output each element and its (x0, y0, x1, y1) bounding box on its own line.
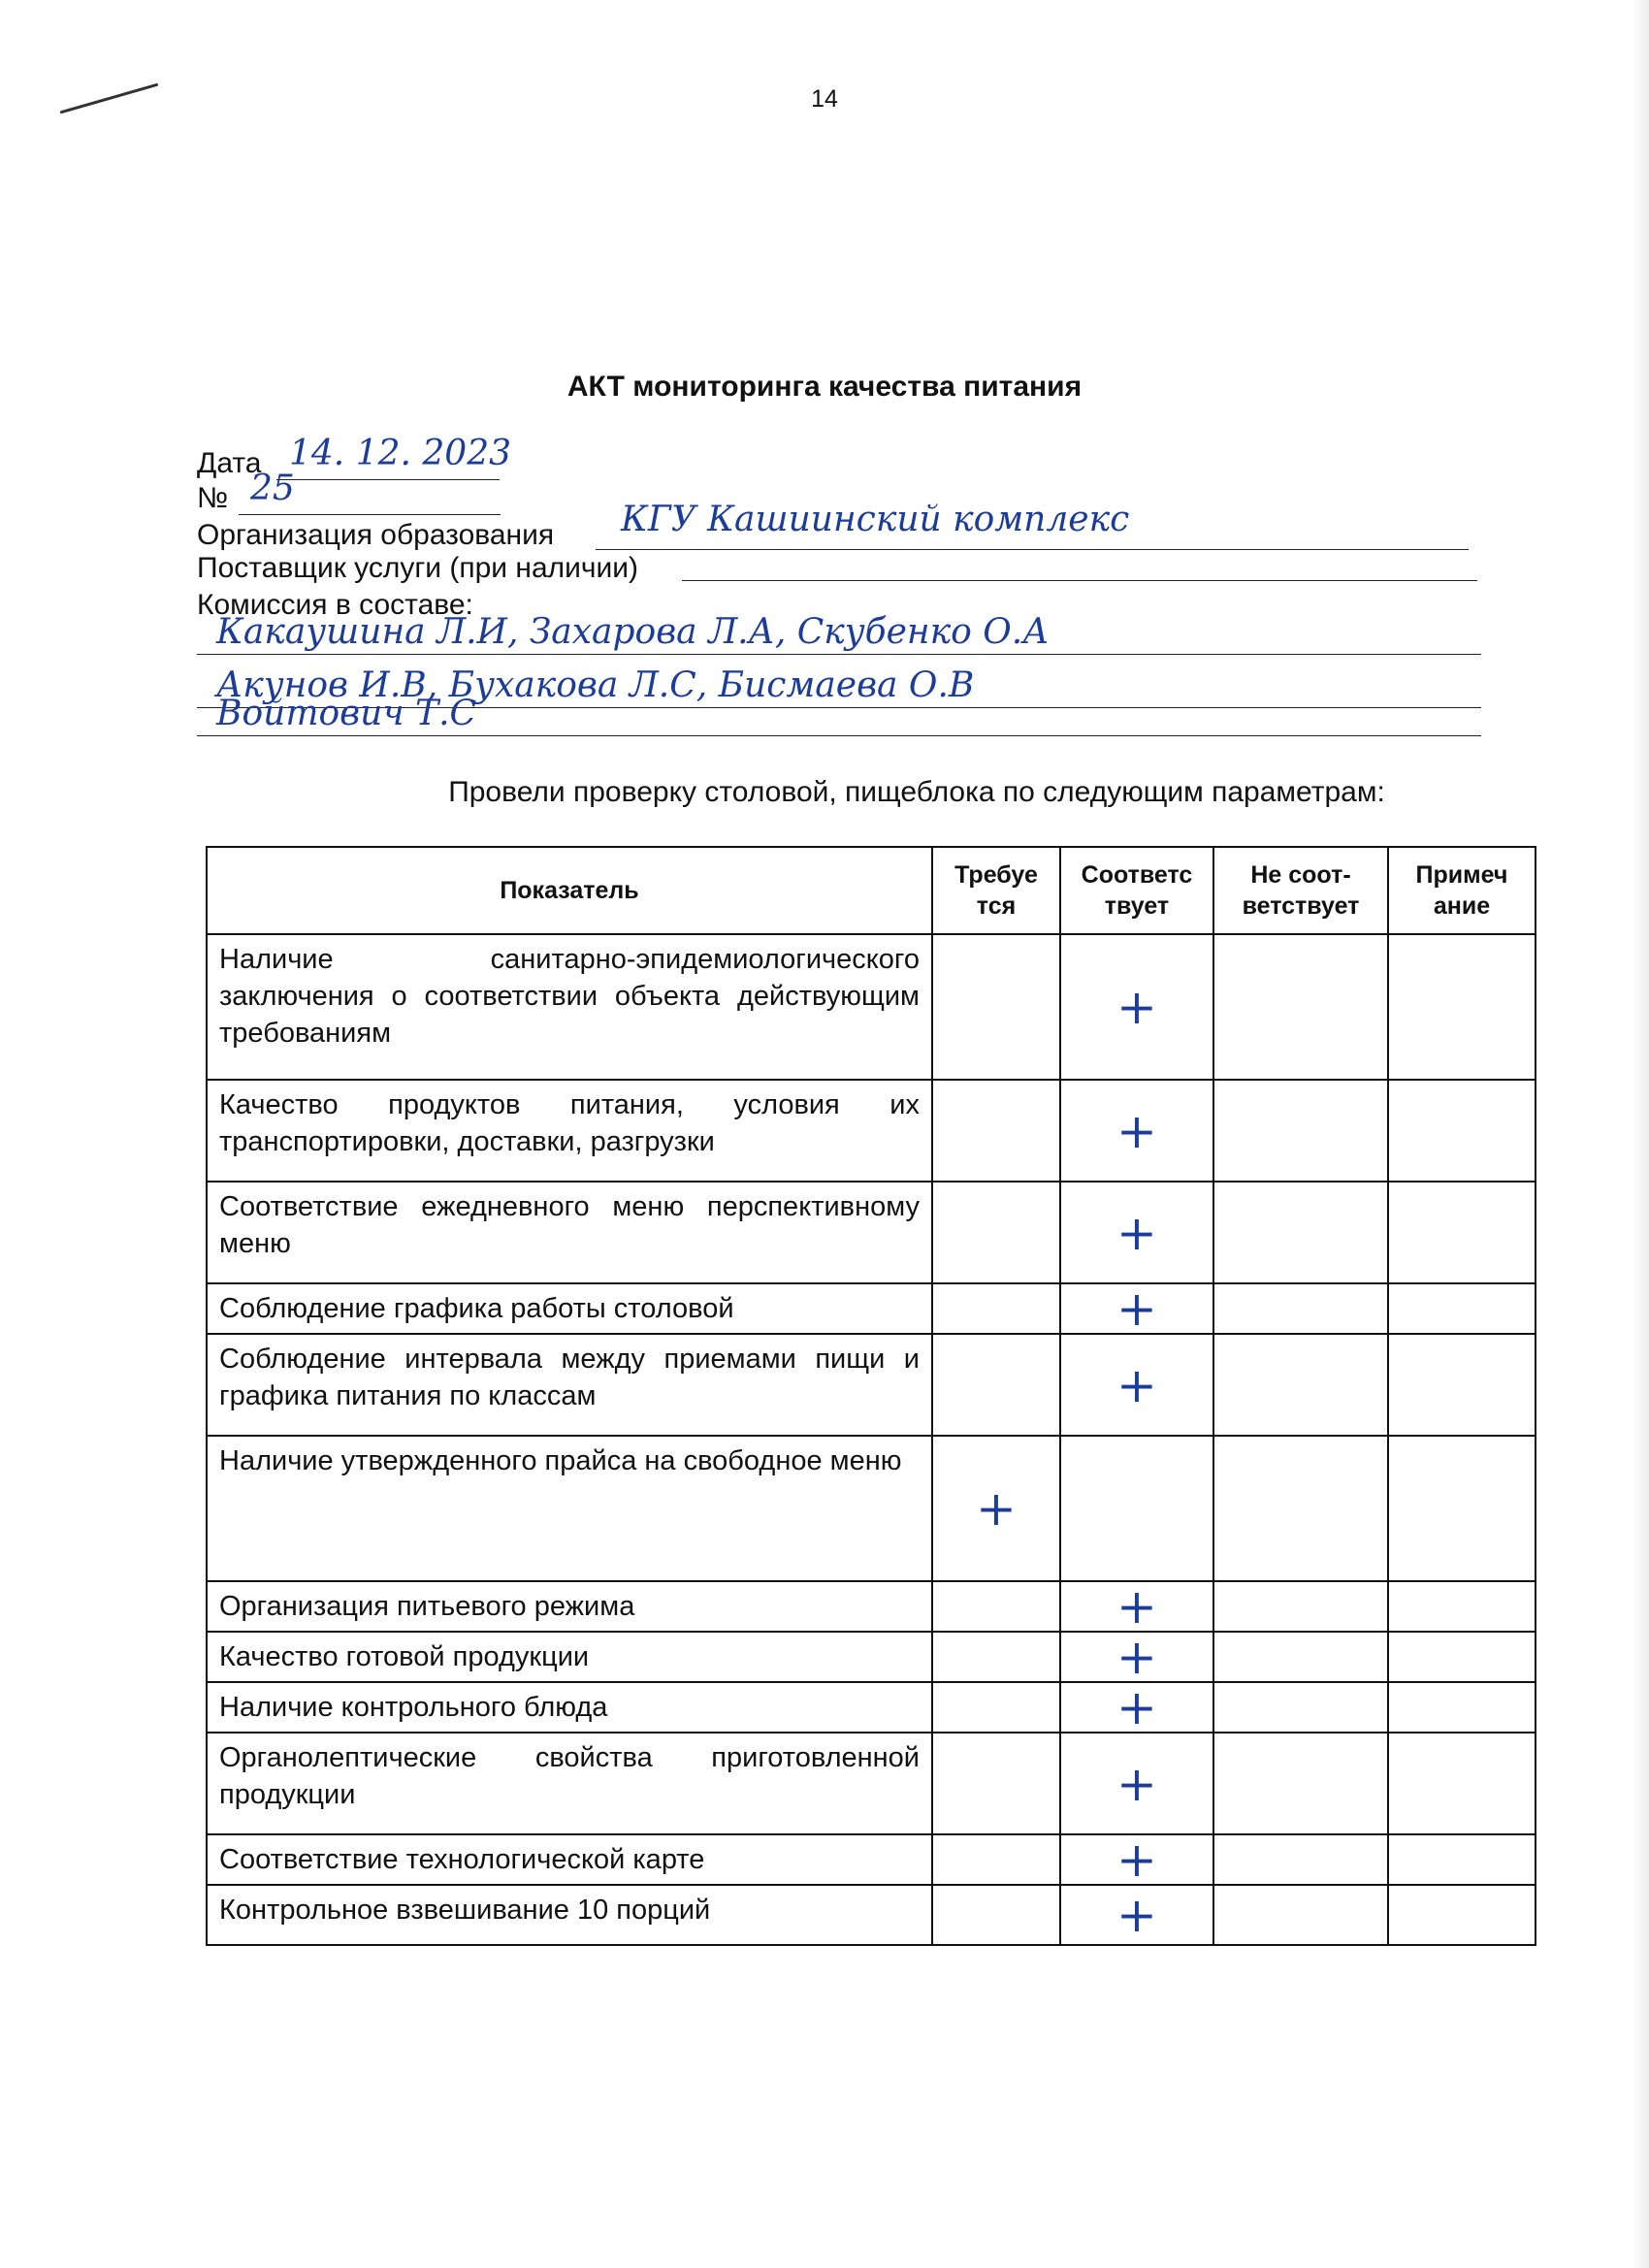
handwritten-plus-mark: + (1116, 1102, 1157, 1159)
indicator-cell: Наличие санитарно-эпидемиологического заключения о соответствии объекта действующим требованиям (207, 934, 932, 1080)
commission-line-1: Какаушина Л.И, Захарова Л.А, Скубенко О.А (197, 609, 1481, 655)
indicator-cell: Организация питьевого режима (207, 1581, 932, 1632)
page-number: 14 (811, 85, 838, 113)
table-header-row (207, 847, 1536, 934)
table-row (207, 1080, 1536, 1182)
not-complies-cell (1213, 1733, 1388, 1834)
handwritten-plus-mark: + (1116, 1629, 1157, 1685)
indicator-cell: Наличие контрольного блюда (207, 1682, 932, 1733)
note-cell (1388, 1682, 1536, 1733)
handwritten-plus-mark: + (1116, 1280, 1157, 1337)
note-cell (1388, 1283, 1536, 1334)
handwritten-plus-mark: + (1116, 1204, 1157, 1261)
note-cell (1388, 1334, 1536, 1436)
table-row (207, 934, 1536, 1080)
handwritten-plus-mark: + (1116, 1755, 1157, 1812)
required-cell (932, 1581, 1060, 1632)
complies-cell (1060, 1080, 1213, 1182)
indicator-cell: Соблюдение интервала между приемами пищи и графика питания по классам (207, 1334, 932, 1436)
number-handwritten: 25 (250, 469, 295, 508)
date-label: Дата (197, 447, 262, 479)
number-underline (239, 514, 501, 515)
table-row (207, 1581, 1536, 1632)
organization-row (197, 520, 554, 551)
not-complies-cell (1213, 1283, 1388, 1334)
indicator-cell: Соблюдение графика работы столовой (207, 1283, 932, 1334)
organization-handwritten: КГУ Кашиинский комплекс (621, 500, 1130, 539)
supplier-row (197, 553, 638, 584)
note-cell (1388, 1885, 1536, 1945)
date-underline (276, 479, 500, 480)
table-row (207, 1682, 1536, 1733)
commission-label: Комиссия в составе: (197, 589, 473, 621)
not-complies-cell (1213, 1682, 1388, 1733)
indicator-cell: Контрольное взвешивание 10 порций (207, 1885, 932, 1945)
document-title: АКТ мониторинга качества питания (566, 371, 1083, 403)
complies-cell (1060, 934, 1213, 1080)
table-row (207, 1182, 1536, 1283)
note-cell (1388, 1436, 1536, 1581)
indicator-cell: Соответствие ежедневного меню перспективному меню (207, 1182, 932, 1283)
required-cell (932, 1682, 1060, 1733)
note-cell (1388, 1834, 1536, 1885)
note-cell (1388, 1581, 1536, 1632)
column-header-required: Требуе тся (932, 847, 1060, 934)
complies-cell (1060, 1334, 1213, 1436)
handwritten-plus-mark: + (1116, 1887, 1157, 1943)
complies-cell (1060, 1578, 1213, 1635)
supplier-underline (682, 580, 1477, 581)
table-row (207, 1885, 1536, 1945)
required-cell (932, 1733, 1060, 1834)
not-complies-cell (1213, 934, 1388, 1080)
note-cell (1388, 1080, 1536, 1182)
table-row (207, 1334, 1536, 1436)
complies-cell (1060, 1436, 1213, 1581)
number-row (197, 483, 228, 514)
handwritten-plus-mark: + (1116, 1356, 1157, 1413)
indicator-cell: Наличие утвержденного прайса на свободное меню (207, 1436, 932, 1581)
not-complies-cell (1213, 1581, 1388, 1632)
required-cell (932, 1885, 1060, 1945)
required-cell (932, 1182, 1060, 1283)
required-cell (932, 1283, 1060, 1334)
organization-underline (596, 549, 1469, 550)
not-complies-cell (1213, 1334, 1388, 1436)
complies-cell (1060, 1182, 1213, 1283)
required-cell (932, 1334, 1060, 1436)
required-cell (932, 1080, 1060, 1182)
complies-cell (1060, 1280, 1213, 1337)
date-handwritten: 14. 12. 2023 (289, 434, 512, 473)
handwritten-plus-mark: + (1116, 1831, 1157, 1888)
scan-edge (1632, 0, 1649, 2268)
not-complies-cell (1213, 1632, 1388, 1682)
required-cell (932, 1436, 1060, 1581)
table-row (207, 1834, 1536, 1885)
required-cell (932, 1632, 1060, 1682)
column-header-not-complies: Не соот-ветствует (1213, 847, 1388, 934)
column-header-note: Примеч ание (1388, 847, 1536, 934)
number-label: № (197, 482, 229, 514)
parameters-table (206, 846, 1536, 1946)
note-cell (1388, 934, 1536, 1080)
required-cell (932, 934, 1060, 1080)
column-header-complies: Соответс твует (1060, 847, 1213, 934)
commission-line-2: Акунов И.В, Бухакова Л.С, Бисмаева О.В (197, 663, 1481, 708)
complies-cell (1060, 1885, 1213, 1945)
handwritten-plus-mark: + (976, 1480, 1017, 1537)
table-row (207, 1632, 1536, 1682)
indicator-cell: Органолептические свойства приготовленной продукции (207, 1733, 932, 1834)
note-cell (1388, 1733, 1536, 1834)
column-header-indicator: Показатель (207, 847, 932, 934)
indicator-cell: Качество продуктов питания, условия их транспортировки, доставки, разгрузки (207, 1080, 932, 1182)
complies-cell (1060, 1831, 1213, 1888)
not-complies-cell (1213, 1182, 1388, 1283)
indicator-cell: Соответствие технологической карте (207, 1834, 932, 1885)
handwritten-plus-mark: + (1116, 979, 1157, 1035)
intro-text: Провели проверку столовой, пищеблока по следующим параметрам: (448, 776, 1385, 808)
table-row (207, 1733, 1536, 1834)
not-complies-cell (1213, 1436, 1388, 1581)
not-complies-cell (1213, 1885, 1388, 1945)
not-complies-cell (1213, 1834, 1388, 1885)
table-row (207, 1283, 1536, 1334)
note-cell (1388, 1632, 1536, 1682)
organization-label: Организация образования (197, 519, 555, 551)
table-row (207, 1436, 1536, 1581)
complies-cell (1060, 1733, 1213, 1834)
commission-line-3: Войтович Т.С (197, 691, 1481, 736)
note-cell (1388, 1182, 1536, 1283)
handwritten-plus-mark: + (1116, 1578, 1157, 1635)
not-complies-cell (1213, 1080, 1388, 1182)
complies-cell (1060, 1629, 1213, 1685)
supplier-label: Поставщик услуги (при наличии) (197, 552, 639, 584)
required-cell (932, 1834, 1060, 1885)
indicator-cell: Качество готовой продукции (207, 1632, 932, 1682)
handwritten-plus-mark: + (1116, 1679, 1157, 1735)
complies-cell (1060, 1679, 1213, 1735)
